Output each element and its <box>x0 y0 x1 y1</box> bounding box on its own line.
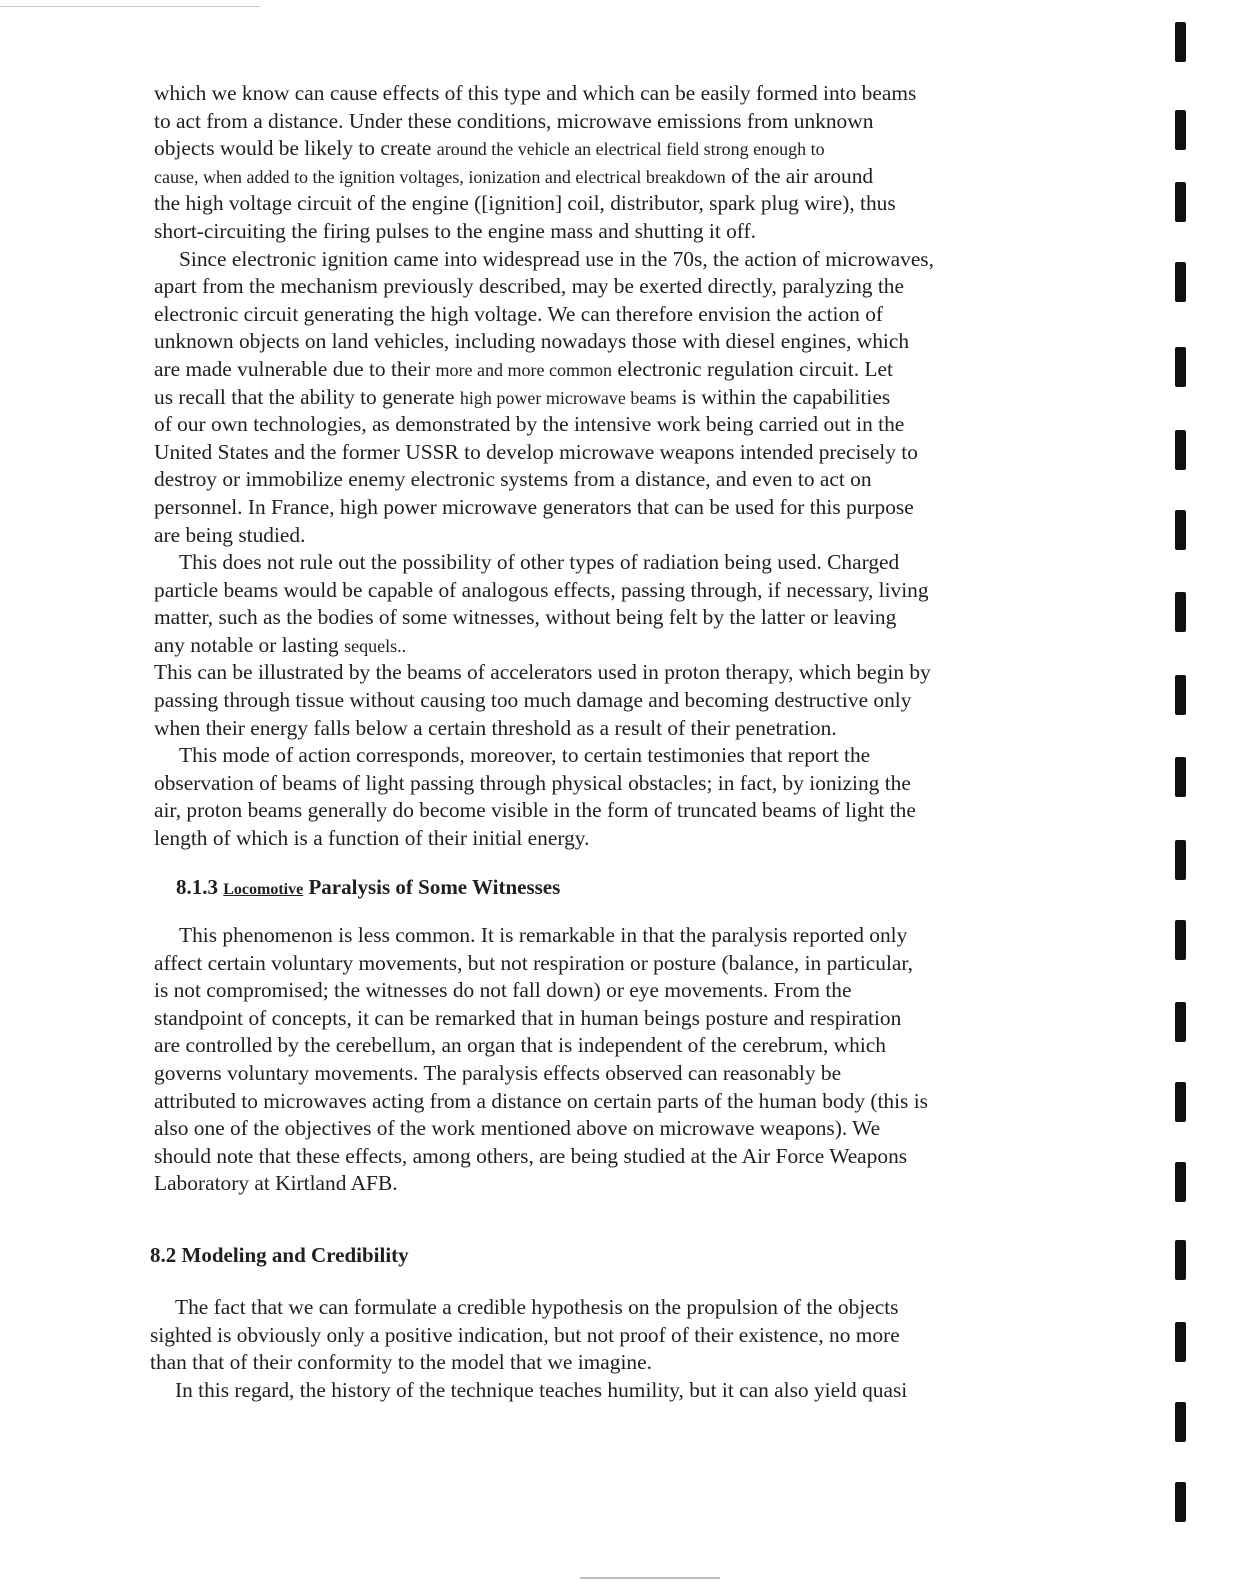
text-line: observation of beams of light passing through physical obstacles; in fact, by ionizing the <box>154 770 911 795</box>
punch-hole <box>1175 182 1186 222</box>
text-block-paralysis <box>154 922 1049 1198</box>
punch-hole <box>1175 510 1186 550</box>
text-line: The fact that we can formulate a credible hypothesis on the propulsion of the objects <box>175 1295 899 1319</box>
punch-hole <box>1175 22 1186 62</box>
scan-edge-line <box>580 1577 720 1579</box>
punch-hole <box>1175 1082 1186 1122</box>
text-line: unknown objects on land vehicles, including nowadays those with diesel engines, which <box>154 329 910 354</box>
section-heading-8-1-3: 8.1.3 Locomotive Paralysis of Some Witnesses <box>176 875 561 899</box>
text-line: are made vulnerable due to their more and more common electronic regulation circuit. Let <box>154 356 893 381</box>
text-line: Since electronic ignition came into widespread use in the 70s, the action of microwaves, <box>179 246 934 271</box>
text-line: to act from a distance. Under these conditions, microwave emissions from unknown <box>154 108 874 133</box>
punch-hole <box>1175 110 1186 150</box>
text-line: than that of their conformity to the model that we imagine. <box>150 1350 652 1375</box>
scan-edge-line <box>0 6 260 7</box>
text-line: United States and the former USSR to develop microwave weapons intended precisely to <box>154 439 918 464</box>
text-line: also one of the objectives of the work mentioned above on microwave weapons). We <box>154 1116 881 1141</box>
section-heading-8-2: 8.2 Modeling and Credibility <box>150 1243 409 1267</box>
text-line: apart from the mechanism previously described, may be exerted directly, paralyzing the <box>154 274 904 299</box>
punch-hole <box>1175 430 1186 470</box>
punch-hole <box>1175 1482 1186 1522</box>
text-line: Laboratory at Kirtland AFB. <box>154 1171 398 1196</box>
text-line: objects would be likely to create around the vehicle an electrical field strong enough to <box>154 136 825 161</box>
punch-hole <box>1175 592 1186 632</box>
text-line: of our own technologies, as demonstrated by the intensive work being carried out in the <box>154 412 905 437</box>
text-block-microwave-effects <box>154 80 1049 853</box>
text-line: personnel. In France, high power microwave generators that can be used for this purpose <box>154 494 914 519</box>
punch-hole <box>1175 347 1186 387</box>
text-line: sighted is obviously only a positive indication, but not proof of their existence, no more <box>150 1322 900 1347</box>
text-line: the high voltage circuit of the engine ([ignition] coil, distributor, spark plug wire), thus <box>154 191 896 216</box>
text-line: This phenomenon is less common. It is remarkable in that the paralysis reported only <box>179 923 908 947</box>
text-line: are being studied. <box>154 522 306 547</box>
punch-hole <box>1175 840 1186 880</box>
text-line: governs voluntary movements. The paralysis effects observed can reasonably be <box>154 1060 842 1085</box>
text-line: are controlled by the cerebellum, an organ that is independent of the cerebrum, which <box>154 1033 886 1058</box>
punch-hole <box>1175 920 1186 960</box>
punch-hole <box>1175 1240 1186 1280</box>
text-line: is not compromised; the witnesses do not fall down) or eye movements. From the <box>154 978 852 1003</box>
text-line: when their energy falls below a certain threshold as a result of their penetration. <box>154 715 837 740</box>
punch-hole <box>1175 1162 1186 1202</box>
text-line: cause, when added to the ignition voltages, ionization and electrical breakdown of the air around <box>154 163 874 188</box>
text-line: In this regard, the history of the technique teaches humility, but it can also yield quasi <box>175 1377 908 1402</box>
text-line: passing through tissue without causing too much damage and becoming destructive only <box>154 688 912 713</box>
text-line: particle beams would be capable of analogous effects, passing through, if necessary, living <box>154 577 929 602</box>
text-line: destroy or immobilize enemy electronic systems from a distance, and even to act on <box>154 467 872 492</box>
binding-holes <box>1160 0 1240 1593</box>
text-line: air, proton beams generally do become visible in the form of truncated beams of light the <box>154 798 916 823</box>
punch-hole <box>1175 675 1186 715</box>
punch-hole <box>1175 1402 1186 1442</box>
text-line: This can be illustrated by the beams of accelerators used in proton therapy, which begin by <box>154 660 931 685</box>
text-line: length of which is a function of their initial energy. <box>154 826 590 851</box>
text-line: affect certain voluntary movements, but not respiration or posture (balance, in particular, <box>154 950 914 975</box>
text-line: should note that these effects, among others, are being studied at the Air Force Weapons <box>154 1143 908 1168</box>
heading-underlined-word: Locomotive <box>223 881 304 898</box>
text-line: short-circuiting the firing pulses to the engine mass and shutting it off. <box>154 218 757 243</box>
text-line: standpoint of concepts, it can be remarked that in human beings posture and respiration <box>154 1005 902 1030</box>
text-line: matter, such as the bodies of some witnesses, without being felt by the latter or leaving <box>154 605 897 630</box>
text-line: us recall that the ability to generate high power microwave beams is within the capabilities <box>154 384 891 409</box>
text-line: attributed to microwaves acting from a distance on certain parts of the human body (this is <box>154 1088 929 1113</box>
text-line: This mode of action corresponds, moreover, to certain testimonies that report the <box>179 743 871 768</box>
punch-hole <box>1175 757 1186 797</box>
text-block-modeling <box>150 1294 1045 1404</box>
text-line: which we know can cause effects of this type and which can be easily formed into beams <box>154 81 917 105</box>
text-line: electronic circuit generating the high voltage. We can therefore envision the action of <box>154 301 884 326</box>
text-line: This does not rule out the possibility of other types of radiation being used. Charged <box>179 550 900 575</box>
punch-hole <box>1175 1002 1186 1042</box>
punch-hole <box>1175 262 1186 302</box>
text-line: any notable or lasting sequels.. <box>154 632 407 657</box>
punch-hole <box>1175 1322 1186 1362</box>
